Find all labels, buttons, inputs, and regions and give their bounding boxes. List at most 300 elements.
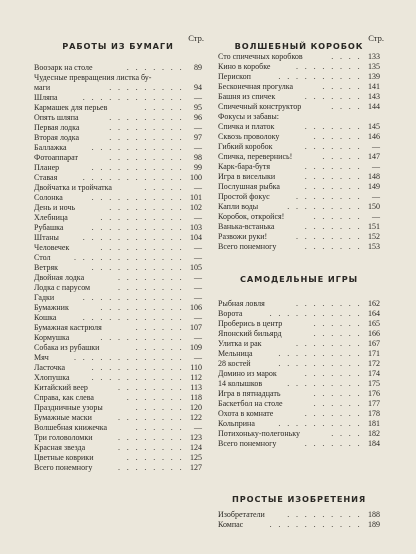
toc-entry-title: Чудесные превращения листка бу- маги — [34, 73, 152, 92]
toc-entry-title: Мяч — [34, 353, 49, 362]
toc-entry-title: Компас — [218, 520, 244, 529]
toc-entry-leader-dots: . . . . . . . . . . . — [91, 143, 184, 152]
toc-entry — [34, 323, 202, 333]
toc-entry-title: Планер — [34, 163, 60, 172]
toc-entry-page-number: 172 — [368, 359, 380, 368]
toc-entry-page-number: 189 — [368, 520, 380, 529]
toc-entry — [34, 453, 202, 463]
toc-entry-page-number: 171 — [368, 349, 380, 358]
toc-entry-leader-dots: . . . . . . . . . — [109, 83, 184, 92]
toc-entry — [218, 389, 380, 399]
toc-entry-title: Человечек — [34, 243, 70, 252]
toc-entry-title: Рыбная ловля — [218, 299, 265, 308]
toc-entry-page-number: — — [194, 353, 202, 362]
toc-entry-title: Всего понемногу — [218, 242, 277, 251]
toc-entry — [34, 433, 202, 443]
toc-entry — [34, 243, 202, 253]
toc-entry-page-number: 102 — [190, 203, 202, 212]
toc-entry-title: Проберись в центр — [218, 319, 283, 328]
toc-entry-title: Бумажник — [34, 303, 69, 312]
toc-entry-title: Всего понемногу — [218, 439, 277, 448]
toc-entry-page-number: 139 — [368, 72, 380, 81]
toc-entry — [218, 369, 380, 379]
toc-entry-title: Бумажная кастрюля — [34, 323, 102, 332]
toc-entry-title: Простой фокус — [218, 192, 270, 201]
toc-entry-title: Игра в виселыки — [218, 172, 276, 181]
toc-entry-leader-dots: . . . . . . . . . . — [278, 359, 362, 368]
toc-entry — [218, 162, 380, 172]
toc-entry-leader-dots: . . . . . . — [135, 403, 184, 412]
toc-entry-page-number: — — [194, 333, 202, 342]
toc-entry-leader-dots: . . . . . . . . . . — [100, 213, 184, 222]
page-column-header: Стр. — [368, 33, 384, 43]
section-title: ПРОСТЫЕ ИЗОБРЕТЕНИЯ — [231, 494, 367, 504]
toc-entry-title: Вторая лодка — [34, 133, 80, 142]
toc-entry-title: Ставая — [34, 173, 58, 182]
toc-entry — [34, 213, 202, 223]
toc-entry-page-number: 118 — [190, 393, 202, 402]
toc-entry-page-number: — — [194, 93, 202, 102]
toc-entry-leader-dots: . . . . . . . . . . . . — [82, 93, 184, 102]
toc-entry-page-number: 122 — [190, 413, 202, 422]
toc-entry-leader-dots: . . . . . . . — [126, 63, 184, 72]
toc-entry-title: Шляпа — [34, 93, 58, 102]
section-title: САМОДЕЛЬНЫЕ ИГРЫ — [239, 274, 359, 284]
toc-entry — [218, 429, 380, 439]
toc-entry-leader-dots: . . . . . . . . . . . . — [82, 293, 184, 302]
toc-entry-title: Хлебница — [34, 213, 68, 222]
toc-entry-page-number: 146 — [368, 132, 380, 141]
toc-entry-title: Вооэарк на столе — [34, 63, 93, 72]
toc-entry-leader-dots: . . . . . — [322, 82, 362, 91]
toc-entry-leader-dots: . . . . . . . . . — [109, 113, 184, 122]
toc-entry-title: Коробок, откройся! — [218, 212, 285, 221]
toc-entry — [34, 293, 202, 303]
toc-entry-leader-dots: . . . . . . . . . . — [278, 349, 362, 358]
toc-entry-leader-dots: . . . . . . . . — [296, 339, 362, 348]
toc-entry-leader-dots: . . . . . . . — [304, 162, 362, 171]
toc-entry-title: Домино из марок — [218, 369, 277, 378]
toc-entry-page-number: — — [194, 273, 202, 282]
toc-entry-page-number: 94 — [194, 83, 202, 92]
toc-entry-page-number: 174 — [368, 369, 380, 378]
toc-list — [218, 52, 380, 252]
toc-entry-page-number: 144 — [368, 102, 380, 111]
toc-entry-page-number: 104 — [190, 233, 202, 242]
toc-entry-page-number: 123 — [190, 433, 202, 442]
toc-entry-leader-dots: . . . . . . . . — [118, 273, 184, 282]
toc-entry-page-number: 166 — [368, 329, 380, 338]
toc-entry — [34, 193, 202, 203]
toc-entry-title: Три головоломки — [34, 433, 93, 442]
toc-entry-page-number: 95 — [194, 103, 202, 112]
toc-entry-page-number: 164 — [368, 309, 380, 318]
toc-entry-title: Карк-бара-бутя — [218, 162, 271, 171]
toc-entry-leader-dots: . . . . . . . — [304, 409, 362, 418]
toc-entry — [218, 132, 380, 142]
toc-entry-title: День и ночь — [34, 203, 76, 212]
toc-entry — [218, 329, 380, 339]
toc-entry-leader-dots: . . . . . . . . . . . — [269, 520, 362, 529]
toc-entry-title: Хлопушка — [34, 373, 70, 382]
toc-entry-page-number: — — [194, 423, 202, 432]
toc-entry-title: Ласточка — [34, 363, 66, 372]
toc-entry — [218, 359, 380, 369]
toc-entry-leader-dots: . . . . . . . . . . . — [91, 363, 184, 372]
toc-entry — [218, 142, 380, 152]
toc-entry-leader-dots: . . . . . . . . . . — [278, 72, 362, 81]
toc-entry-title: Всего понемногу — [34, 463, 93, 472]
toc-entry-title: Спичка и платок — [218, 122, 275, 131]
toc-entry — [218, 62, 380, 72]
toc-entry — [34, 123, 202, 133]
toc-entry — [34, 363, 202, 373]
toc-entry — [218, 192, 380, 202]
toc-entry — [34, 263, 202, 273]
toc-entry-page-number: 113 — [190, 383, 202, 392]
toc-entry-leader-dots: . . . . . . — [135, 343, 184, 352]
toc-entry — [34, 403, 202, 413]
toc-entry-leader-dots: . . . . . . . . . . . . — [82, 173, 184, 182]
toc-entry-title: Капли воды — [218, 202, 259, 211]
toc-entry-page-number: 97 — [194, 133, 202, 142]
toc-entry-page-number: 188 — [368, 510, 380, 519]
toc-entry-leader-dots: . . . . . . . . — [296, 62, 362, 71]
toc-entry-leader-dots: . . . . . . . . . — [109, 203, 184, 212]
toc-entry-title: Ворота — [218, 309, 243, 318]
toc-entry-page-number: 112 — [190, 373, 202, 382]
toc-entry-title: Ванька-встанька — [218, 222, 275, 231]
toc-entry-page-number: 152 — [368, 232, 380, 241]
toc-entry-leader-dots: . . . . . — [144, 183, 184, 192]
toc-entry — [218, 182, 380, 192]
toc-entry-leader-dots: . . . . . . . . — [296, 232, 362, 241]
toc-entry-page-number: 143 — [368, 92, 380, 101]
toc-entry — [34, 423, 202, 433]
toc-entry-page-number: 98 — [194, 153, 202, 162]
toc-entry — [34, 153, 202, 163]
toc-entry-title: Двойчатка и тройчатка — [34, 183, 112, 192]
toc-entry — [34, 113, 202, 123]
toc-entry-title: Собака из рубашки — [34, 343, 100, 352]
toc-entry-title: Сто спичечных коробков — [218, 52, 303, 61]
toc-entry-page-number: 105 — [190, 263, 202, 272]
toc-entry — [34, 133, 202, 143]
toc-entry-title: Сквозь проволоку — [218, 132, 280, 141]
toc-entry-page-number: — — [194, 143, 202, 152]
toc-entry-leader-dots: . . . . . . . . — [118, 383, 184, 392]
toc-entry — [218, 152, 380, 162]
toc-entry — [218, 299, 380, 309]
toc-entry — [218, 349, 380, 359]
toc-entry-page-number: 165 — [368, 319, 380, 328]
toc-entry-page-number: — — [194, 123, 202, 132]
toc-entry-leader-dots: . . . . . . . . . . . — [91, 373, 184, 382]
section-title: РАБОТЫ ИЗ БУМАГИ — [62, 41, 174, 51]
toc-entry — [218, 409, 380, 419]
toc-entry-page-number: 110 — [190, 363, 202, 372]
toc-entry-leader-dots: . . . . . . . . — [118, 283, 184, 292]
toc-entry — [218, 379, 380, 389]
toc-entry-leader-dots: . . . . . . — [313, 399, 362, 408]
toc-entry-leader-dots: . . . . . . . . . — [109, 133, 184, 142]
toc-entry-title: Лодка с парусом — [34, 283, 91, 292]
toc-entry-leader-dots: . . . . . . . . . — [287, 379, 362, 388]
toc-entry-leader-dots: . . . . . . . . — [118, 463, 184, 472]
toc-entry-title: Японский бильярд — [218, 329, 282, 338]
toc-entry-title: 28 костей — [218, 359, 251, 368]
toc-entry-title: Спичка, перевернись! — [218, 152, 293, 161]
toc-entry-leader-dots: . . . . . — [322, 152, 362, 161]
toc-entry-leader-dots: . . . . . . . . . . . . — [82, 233, 184, 242]
toc-entry-title: Фотоаппарат — [34, 153, 79, 162]
toc-entry-title: Потихоньку-полегоньку — [218, 429, 301, 438]
toc-entry — [34, 343, 202, 353]
toc-entry — [34, 93, 202, 103]
toc-entry — [218, 222, 380, 232]
toc-entry-page-number: 151 — [368, 222, 380, 231]
toc-entry-leader-dots: . . . . . . . — [304, 172, 362, 181]
toc-entry-page-number: 135 — [368, 62, 380, 71]
toc-entry-title: Баскетбол на столе — [218, 399, 283, 408]
toc-entry-page-number: 184 — [368, 439, 380, 448]
toc-entry-leader-dots: . . . . . . . . — [118, 443, 184, 452]
toc-entry-leader-dots: . . . . . . . . — [296, 192, 362, 201]
toc-entry-leader-dots: . . . . . . . . . — [287, 202, 362, 211]
toc-entry-page-number: — — [194, 283, 202, 292]
toc-entry-title: Двойная лодка — [34, 273, 85, 282]
toc-entry — [34, 183, 202, 193]
toc-entry-page-number: 99 — [194, 163, 202, 172]
toc-entry-page-number: 167 — [368, 339, 380, 348]
toc-entry — [218, 212, 380, 222]
toc-entry-leader-dots: . . . . — [331, 52, 362, 61]
toc-entry — [34, 103, 202, 113]
toc-entry-title: Красная звезда — [34, 443, 86, 452]
toc-entry — [34, 313, 202, 323]
toc-entry-page-number: 124 — [190, 443, 202, 452]
toc-entry — [218, 510, 380, 520]
toc-entry-leader-dots: . . . . . . — [135, 423, 184, 432]
toc-entry-title: Башня из спичек — [218, 92, 276, 101]
toc-entry — [34, 273, 202, 283]
toc-entry-title: Охота в комнате — [218, 409, 274, 418]
toc-entry-title: Гадки — [34, 293, 55, 302]
toc-entry — [34, 163, 202, 173]
toc-list — [34, 63, 202, 473]
toc-entry-page-number: 89 — [194, 63, 202, 72]
toc-entry-page-number: 109 — [190, 343, 202, 352]
toc-entry — [218, 419, 380, 429]
toc-entry-title: Солонка — [34, 193, 63, 202]
toc-entry — [34, 373, 202, 383]
toc-entry-page-number: 153 — [368, 242, 380, 251]
toc-entry-title: Послушная рыбка — [218, 182, 280, 191]
toc-entry-leader-dots: . . . . — [331, 429, 362, 438]
toc-entry-title: Гибкий коробок — [218, 142, 273, 151]
toc-entry — [218, 242, 380, 252]
toc-entry — [218, 439, 380, 449]
toc-entry-leader-dots: . . . . . . . — [304, 369, 362, 378]
toc-entry-leader-dots: . . . . . . . . — [296, 299, 362, 308]
toc-entry-leader-dots: . . . . . . . — [304, 92, 362, 101]
toc-entry-page-number: 177 — [368, 399, 380, 408]
toc-entry — [218, 309, 380, 319]
toc-entry — [218, 202, 380, 212]
toc-entry — [218, 339, 380, 349]
toc-entry-leader-dots: . . . . . . . . . . . . . — [74, 253, 184, 262]
toc-entry-page-number: 178 — [368, 409, 380, 418]
toc-entry-page-number: — — [372, 162, 380, 171]
toc-entry-title: Праздничные узоры — [34, 403, 103, 412]
toc-entry-title: Кольприна — [218, 419, 255, 428]
toc-entry — [218, 319, 380, 329]
toc-entry-page-number: — — [372, 142, 380, 151]
toc-entry-page-number: 150 — [368, 202, 380, 211]
toc-entry-title: Кошка — [34, 313, 57, 322]
toc-entry — [34, 283, 202, 293]
toc-entry — [218, 232, 380, 242]
toc-entry-page-number: 148 — [368, 172, 380, 181]
toc-entry — [34, 203, 202, 213]
toc-entry-page-number: 100 — [190, 173, 202, 182]
toc-entry-title: Ветряк — [34, 263, 59, 272]
toc-entry-leader-dots: . . . . . . — [313, 132, 362, 141]
toc-entry-leader-dots: . . . . — [331, 102, 362, 111]
toc-entry-title: Справа, как слева — [34, 393, 94, 402]
toc-entry-leader-dots: . . . . . . . . . . . . . — [74, 353, 184, 362]
toc-entry-leader-dots: . . . . . . . — [304, 182, 362, 191]
toc-entry-page-number: 106 — [190, 303, 202, 312]
toc-entry-title: Опять шляпа — [34, 113, 79, 122]
toc-entry — [218, 520, 380, 530]
toc-entry-leader-dots: . . . . . . . . — [118, 433, 184, 442]
toc-entry-page-number: 145 — [368, 122, 380, 131]
toc-entry-leader-dots: . . . . . . . . . . — [278, 419, 362, 428]
toc-entry-page-number: 141 — [368, 82, 380, 91]
toc-entry-title: Кармашек для перьев — [34, 103, 108, 112]
toc-entry-leader-dots: . . . . . . . . . . . . — [82, 313, 184, 322]
toc-list — [218, 299, 380, 449]
toc-entry-leader-dots: . . . . . . . — [304, 122, 362, 131]
toc-entry-leader-dots: . . . . . . . — [304, 142, 362, 151]
toc-entry-title: Стол — [34, 253, 51, 262]
toc-entry — [34, 463, 202, 473]
toc-entry — [34, 353, 202, 363]
toc-entry-leader-dots: . . . . . . . . . . — [100, 303, 184, 312]
toc-entry-page-number: 149 — [368, 182, 380, 191]
toc-entry-leader-dots: . . . . . . . — [304, 222, 362, 231]
toc-entry-title: Баллажка — [34, 143, 67, 152]
toc-entry-title: Первая лодка — [34, 123, 80, 132]
toc-entry-leader-dots: . . . . . . . . . . . — [91, 163, 184, 172]
toc-entry-leader-dots: . . . . . . . . . . . — [269, 309, 362, 318]
toc-entry-page-number: — — [194, 183, 202, 192]
toc-entry-page-number: — — [194, 243, 202, 252]
toc-entry-title: Кормушка — [34, 333, 70, 342]
toc-entry-title: Улитка и рак — [218, 339, 262, 348]
toc-entry-page-number: 120 — [190, 403, 202, 412]
toc-entry — [34, 143, 202, 153]
toc-entry-leader-dots: . . . . . . — [135, 323, 184, 332]
toc-entry — [34, 393, 202, 403]
toc-entry-page-number: — — [194, 293, 202, 302]
toc-entry-page-number: — — [372, 212, 380, 221]
toc-entry-leader-dots: . . . . . . — [313, 329, 362, 338]
toc-entry — [218, 112, 380, 122]
toc-entry — [34, 223, 202, 233]
toc-entry-title: 14 колышков — [218, 379, 263, 388]
toc-entry-title: Волшебная книжечка — [34, 423, 108, 432]
toc-entry-leader-dots: . . . . . . . . . — [109, 153, 184, 162]
toc-entry-leader-dots: . . . . . . . . . — [109, 123, 184, 132]
toc-entry — [218, 172, 380, 182]
toc-entry-leader-dots: . . . . . . . . . . . — [91, 263, 184, 272]
toc-entry-leader-dots: . . . . . . . . . . — [100, 243, 184, 252]
toc-entry-leader-dots: . . . . . . . — [304, 242, 362, 251]
toc-entry-page-number: 133 — [368, 52, 380, 61]
toc-entry-title: Игра в пятнадцать — [218, 389, 281, 398]
toc-entry-page-number: 182 — [368, 429, 380, 438]
toc-entry — [218, 52, 380, 62]
toc-entry-page-number: 107 — [190, 323, 202, 332]
toc-entry-title: Штаны — [34, 233, 59, 242]
toc-entry-title: Перископ — [218, 72, 251, 81]
toc-entry — [34, 73, 202, 93]
toc-entry — [34, 443, 202, 453]
toc-entry-title: Фокусы и забавы: — [218, 112, 280, 121]
page-column-header: Стр. — [188, 33, 204, 43]
toc-entry-page-number: 181 — [368, 419, 380, 428]
toc-entry-page-number: 176 — [368, 389, 380, 398]
toc-entry — [218, 399, 380, 409]
toc-entry-title: Бумажные маски — [34, 413, 92, 422]
toc-entry-page-number: 125 — [190, 453, 202, 462]
toc-entry-title: Бесконечная прогулка — [218, 82, 294, 91]
toc-entry-page-number: — — [194, 213, 202, 222]
toc-entry — [34, 333, 202, 343]
toc-entry-page-number: 101 — [190, 193, 202, 202]
toc-entry-title: Кино в коробке — [218, 62, 271, 71]
toc-entry-title: Спичечный конструктор — [218, 102, 302, 111]
toc-entry-leader-dots: . . . . . . — [313, 212, 362, 221]
toc-entry-page-number: 127 — [190, 463, 202, 472]
toc-entry — [218, 122, 380, 132]
toc-entry-leader-dots: . . . . . — [144, 103, 184, 112]
toc-entry — [34, 233, 202, 243]
toc-entry — [34, 383, 202, 393]
toc-entry-title: Китайский веер — [34, 383, 88, 392]
toc-entry-title: Рубашка — [34, 223, 64, 232]
toc-entry-leader-dots: . . . . . . . . . . — [100, 333, 184, 342]
toc-entry-leader-dots: . . . . . . . — [304, 439, 362, 448]
toc-entry-page-number: 103 — [190, 223, 202, 232]
toc-entry-title: Развожи руки! — [218, 232, 268, 241]
toc-entry — [218, 92, 380, 102]
toc-entry — [34, 413, 202, 423]
toc-entry-page-number: — — [194, 253, 202, 262]
toc-entry-leader-dots: . . . . . . . — [126, 453, 184, 462]
toc-entry — [34, 63, 202, 73]
toc-entry-title: Изобретатели — [218, 510, 265, 519]
toc-entry-page-number: — — [194, 313, 202, 322]
toc-entry-page-number: 175 — [368, 379, 380, 388]
toc-entry-page-number: — — [372, 192, 380, 201]
toc-list — [218, 510, 380, 530]
toc-entry-leader-dots: . . . . . . . . . . . — [91, 223, 184, 232]
toc-entry — [218, 82, 380, 92]
toc-entry — [34, 173, 202, 183]
